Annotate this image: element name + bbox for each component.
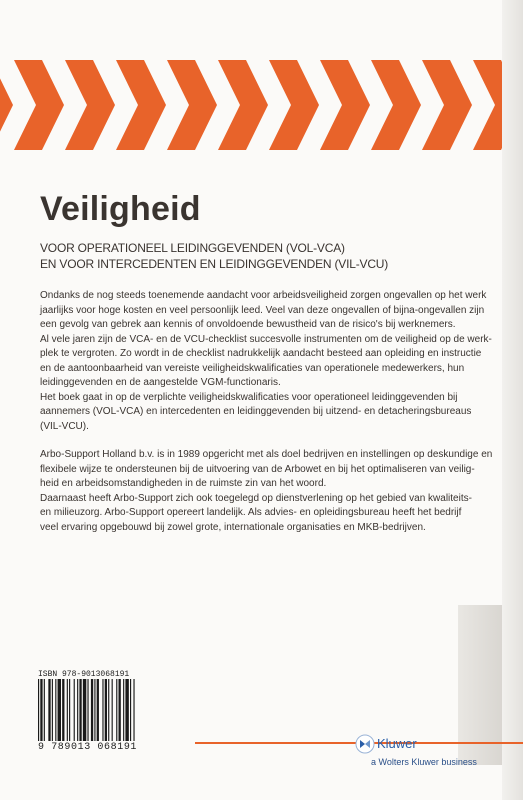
chevron-right-icon: [320, 60, 370, 150]
blurb-line: heid en arbeidsomstandigheden in de ruimste zin van het woord.: [40, 478, 327, 489]
blurb-line: leidinggevenden en de aangestelde VGM-functionaris.: [40, 377, 281, 388]
blurb-line: en milieuzorg. Arbo-Support opereert landelijk. Als advies- en opleidingsbureau heeft het bedrijf: [40, 507, 462, 518]
blurb-line: een gevolg van gebrek aan kennis of onvoldoende bewustheid van de risico's bij werknemers.: [40, 319, 456, 330]
barcode-bar: [97, 679, 99, 741]
barcode-bar: [79, 679, 81, 741]
barcode-bar: [52, 679, 53, 741]
blurb-line: veel ervaring opgebouwd bij zowel grote, internationale organisaties en MKB-bedrijven.: [40, 521, 426, 533]
barcode-bar: [119, 679, 121, 741]
chevron-right-icon: [371, 60, 421, 150]
blurb-line: en de aantoonbaarheid van vereiste veiligheidskwalificaties van operationele medewerkers, hun: [40, 362, 465, 374]
blurb-line: flexibele wijze te ondersteunen bij de uitvoering van de Arbowet en bij het optimaliseren van veilig-: [40, 463, 475, 475]
barcode-bar: [55, 679, 56, 741]
spine-shadow: [458, 605, 502, 765]
isbn-label: ISBN 978-9013068191: [38, 670, 130, 679]
publisher-name: Kluwer: [377, 736, 417, 751]
barcode-bar: [91, 679, 93, 741]
blurb-line: jaarlijks voor hoge kosten en veel persoonlijk leed. Veel van deze ongevallen of bijna-ongevallen zijn: [40, 304, 485, 316]
kluwer-logo-icon: [355, 734, 375, 754]
barcode-bar: [130, 679, 131, 741]
barcode-bar: [62, 679, 64, 741]
blurb-line: Arbo-Support Holland b.v. is in 1989 opgericht met als doel bedrijven en instellingen op deskundige en: [40, 449, 493, 460]
barcode-bar: [133, 679, 134, 741]
publisher-tagline: a Wolters Kluwer business: [371, 757, 477, 767]
blurb-line: aannemers (VOL-VCA) en intercedenten en leidinggevenden bij uitzend- en detacheringsbureaus: [40, 406, 472, 417]
barcode-bar: [44, 679, 45, 741]
blurb-line: Daarnaast heeft Arbo-Support zich ook toegelegd op dienstverlening op het gebied van kwaliteits-: [40, 492, 472, 504]
book-subtitle: [40, 240, 490, 272]
barcode-bar: [123, 679, 124, 741]
barcode-bar: [77, 679, 78, 741]
chevron-right-icon: [0, 60, 13, 150]
barcode-bar: [94, 679, 95, 741]
chevron-right-icon: [65, 60, 115, 150]
barcode-bar: [125, 679, 128, 741]
barcode-bar: [74, 679, 75, 741]
chevron-right-icon: [167, 60, 217, 150]
barcode-bar: [48, 679, 50, 741]
chevron-band: [0, 60, 523, 150]
barcode-bar: [38, 679, 39, 741]
barcode-bar: [112, 679, 113, 741]
blurb-line: plek te vergroten. Zo wordt in de checklist nadrukkelijk aandacht besteed aan opleiding en instructie: [40, 348, 482, 359]
barcode-bar: [67, 679, 68, 741]
blurb-line: Het boek gaat in op de verplichte veiligheidskwalificaties voor operationeel leidinggevenden bij: [40, 391, 458, 403]
barcode-bar: [83, 679, 86, 741]
chevron-right-icon: [14, 60, 64, 150]
barcode: [36, 679, 176, 741]
barcode-bar: [105, 679, 107, 741]
blurb-line: Al vele jaren zijn de VCA- en de VCU-checklist succesvolle instrumenten om de veiligheid op de werk-: [40, 333, 492, 345]
blurb-line: (VIL-VCU).: [40, 420, 89, 432]
blurb-line: Ondanks de nog steeds toenemende aandacht voor arbeidsveiligheid zorgen ongevallen op het werk: [40, 290, 487, 301]
page-edge: [502, 0, 523, 800]
barcode-bar: [108, 679, 109, 741]
chevron-right-icon: [116, 60, 166, 150]
barcode-bar: [58, 679, 61, 741]
chevron-right-icon: [422, 60, 472, 150]
subtitle-line: VOOR OPERATIONEEL LEIDINGGEVENDEN (VOL-VCA): [40, 241, 345, 255]
barcode-bar: [102, 679, 103, 741]
subtitle-line: EN VOOR INTERCEDENTEN EN LEIDINGGEVENDEN (VIL-VCU): [40, 257, 389, 271]
book-title: Veiligheid: [40, 190, 201, 228]
barcode-bar: [40, 679, 42, 741]
paragraph-gap: [40, 434, 495, 448]
barcode-bar: [87, 679, 88, 741]
chevron-right-icon: [269, 60, 319, 150]
chevron-right-icon: [218, 60, 268, 150]
barcode-bar: [69, 679, 70, 741]
barcode-bar: [116, 679, 117, 741]
barcode-digits: 9 789013 068191: [38, 742, 138, 753]
blurb: [40, 289, 495, 535]
